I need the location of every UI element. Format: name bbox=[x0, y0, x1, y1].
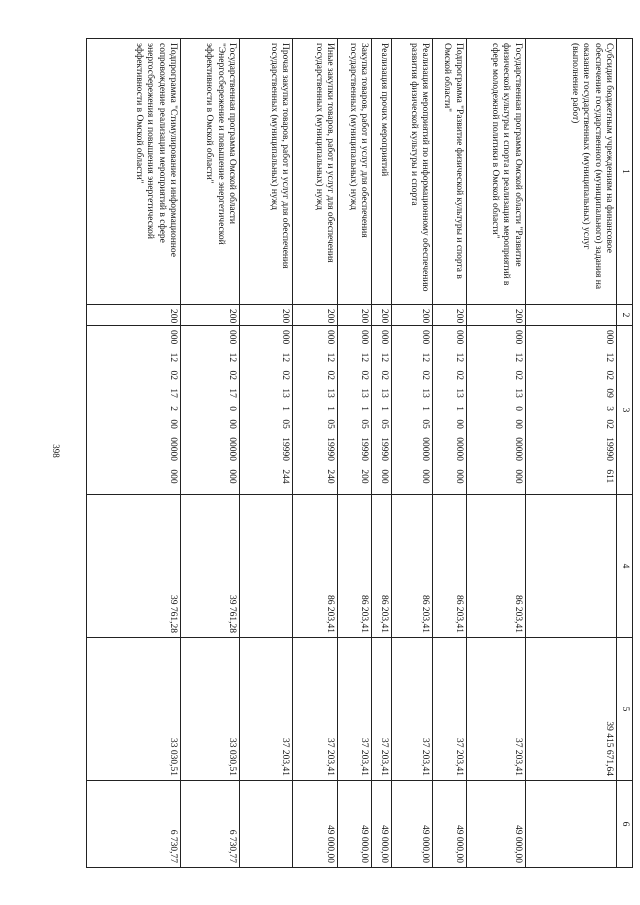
cell-c3: 000 12 02 13 1 05 19990 200 bbox=[338, 326, 372, 495]
cell-c5: 33 030,51 bbox=[180, 638, 239, 781]
header-row bbox=[616, 39, 632, 868]
cell-c6: 6 730,77 bbox=[87, 781, 181, 868]
budget-table bbox=[86, 38, 633, 868]
cell-c6: 49 000,00 bbox=[466, 781, 525, 868]
table-row bbox=[525, 39, 616, 868]
header-cell: 5 bbox=[616, 638, 632, 781]
page-number: 398 bbox=[51, 444, 61, 458]
cell-c5: 37 203,41 bbox=[292, 638, 338, 781]
cell-c3: 000 12 02 13 1 05 19990 000 bbox=[372, 326, 392, 495]
cell-c4: 86 203,41 bbox=[372, 495, 392, 638]
header-cell: 2 bbox=[616, 305, 632, 326]
cell-c4: 39 761,28 bbox=[87, 495, 181, 638]
cell-name: Прочая закупка товаров, работ и услуг для обеспечения государственных (муниципальных) нужд bbox=[239, 39, 292, 305]
cell-c3: 000 12 02 13 0 00 00000 000 bbox=[466, 326, 525, 495]
cell-c4 bbox=[239, 495, 292, 638]
cell-c2 bbox=[525, 305, 616, 326]
cell-name: Субсидии бюджетным учреждениям на финансовое обеспечение государственного (муниципального) задания на оказание государственных (муниципальных) услуг (выполнение работ) bbox=[525, 39, 616, 305]
table-row bbox=[338, 39, 372, 868]
cell-name: Государственная программа Омской области "Энергосбережение и повышение энергетической эффективности в Омской области" bbox=[180, 39, 239, 305]
table-row bbox=[239, 39, 292, 868]
table-row bbox=[392, 39, 433, 868]
cell-c6: 49 000,00 bbox=[292, 781, 338, 868]
cell-c2: 200 bbox=[466, 305, 525, 326]
cell-c6: 49 000,00 bbox=[338, 781, 372, 868]
table-row bbox=[432, 39, 466, 868]
cell-c4: 39 761,28 bbox=[180, 495, 239, 638]
cell-c5: 37 203,41 bbox=[432, 638, 466, 781]
cell-c5: 33 030,51 bbox=[87, 638, 181, 781]
cell-c6: 49 000,00 bbox=[432, 781, 466, 868]
cell-c4: 86 203,41 bbox=[466, 495, 525, 638]
table-body bbox=[87, 39, 617, 868]
cell-c5: 37 203,41 bbox=[338, 638, 372, 781]
cell-c3: 000 12 02 17 0 00 00000 000 bbox=[180, 326, 239, 495]
table-row bbox=[466, 39, 525, 868]
table-row bbox=[180, 39, 239, 868]
cell-c4: 86 203,41 bbox=[392, 495, 433, 638]
cell-name: Подпрограмма "Стимулирование и информационное сопровождение реализации мероприятий в сфере энергосбережения и повышения энергетической эффективности в Омской области" bbox=[87, 39, 181, 305]
cell-name: Реализация мероприятий по информационному обеспечению развития физической культуры и спорта bbox=[392, 39, 433, 305]
cell-c4: 86 203,41 bbox=[292, 495, 338, 638]
cell-c2: 200 bbox=[372, 305, 392, 326]
cell-c3: 000 12 02 17 2 00 00000 000 bbox=[87, 326, 181, 495]
cell-c5: 37 203,41 bbox=[372, 638, 392, 781]
cell-c2: 200 bbox=[392, 305, 433, 326]
header-cell: 1 bbox=[616, 39, 632, 305]
cell-c3: 000 12 02 13 1 05 19990 244 bbox=[239, 326, 292, 495]
cell-c2: 200 bbox=[87, 305, 181, 326]
rotated-page bbox=[86, 38, 633, 867]
cell-name: Государственная программа Омской области "Развитие физической культуры и спорта и реализация мероприятий в сфере молодежной политики в Омской области" bbox=[466, 39, 525, 305]
cell-c6: 6 730,77 bbox=[180, 781, 239, 868]
cell-c5: 37 203,41 bbox=[466, 638, 525, 781]
cell-c2: 200 bbox=[292, 305, 338, 326]
cell-name: Иные закупки товаров, работ и услуг для обеспечения государственных (муниципальных) нужд bbox=[292, 39, 338, 305]
cell-c6: 49 000,00 bbox=[392, 781, 433, 868]
header-cell: 4 bbox=[616, 495, 632, 638]
cell-c3: 000 12 02 13 1 05 00000 000 bbox=[392, 326, 433, 495]
cell-c3: 000 12 02 13 1 00 00000 000 bbox=[432, 326, 466, 495]
cell-c5: 37 203,41 bbox=[239, 638, 292, 781]
cell-name: Закупка товаров, работ и услуг для обеспечения государственных (муниципальных) нужд bbox=[338, 39, 372, 305]
cell-c4 bbox=[525, 495, 616, 638]
cell-c4: 86 203,41 bbox=[432, 495, 466, 638]
header-cell: 6 bbox=[616, 781, 632, 868]
cell-c4: 86 203,41 bbox=[338, 495, 372, 638]
cell-c3: 000 12 02 09 3 02 19990 611 bbox=[525, 326, 616, 495]
cell-c6 bbox=[239, 781, 292, 868]
cell-c6 bbox=[525, 781, 616, 868]
cell-c2: 200 bbox=[338, 305, 372, 326]
cell-c5: 37 203,41 bbox=[392, 638, 433, 781]
table-row bbox=[292, 39, 338, 868]
cell-c2: 200 bbox=[180, 305, 239, 326]
cell-c6: 49 000,00 bbox=[372, 781, 392, 868]
table-row bbox=[372, 39, 392, 868]
cell-c5: 39 415 671,64 bbox=[525, 638, 616, 781]
cell-name: Подпрограмма "Развитие физической культуры и спорта в Омской области" bbox=[432, 39, 466, 305]
cell-c2: 200 bbox=[432, 305, 466, 326]
header-cell: 3 bbox=[616, 326, 632, 495]
rotated-content bbox=[86, 38, 633, 867]
cell-c2: 200 bbox=[239, 305, 292, 326]
cell-c3: 000 12 02 13 1 05 19990 240 bbox=[292, 326, 338, 495]
table-row bbox=[87, 39, 181, 868]
cell-name: Реализация прочих мероприятий bbox=[372, 39, 392, 305]
